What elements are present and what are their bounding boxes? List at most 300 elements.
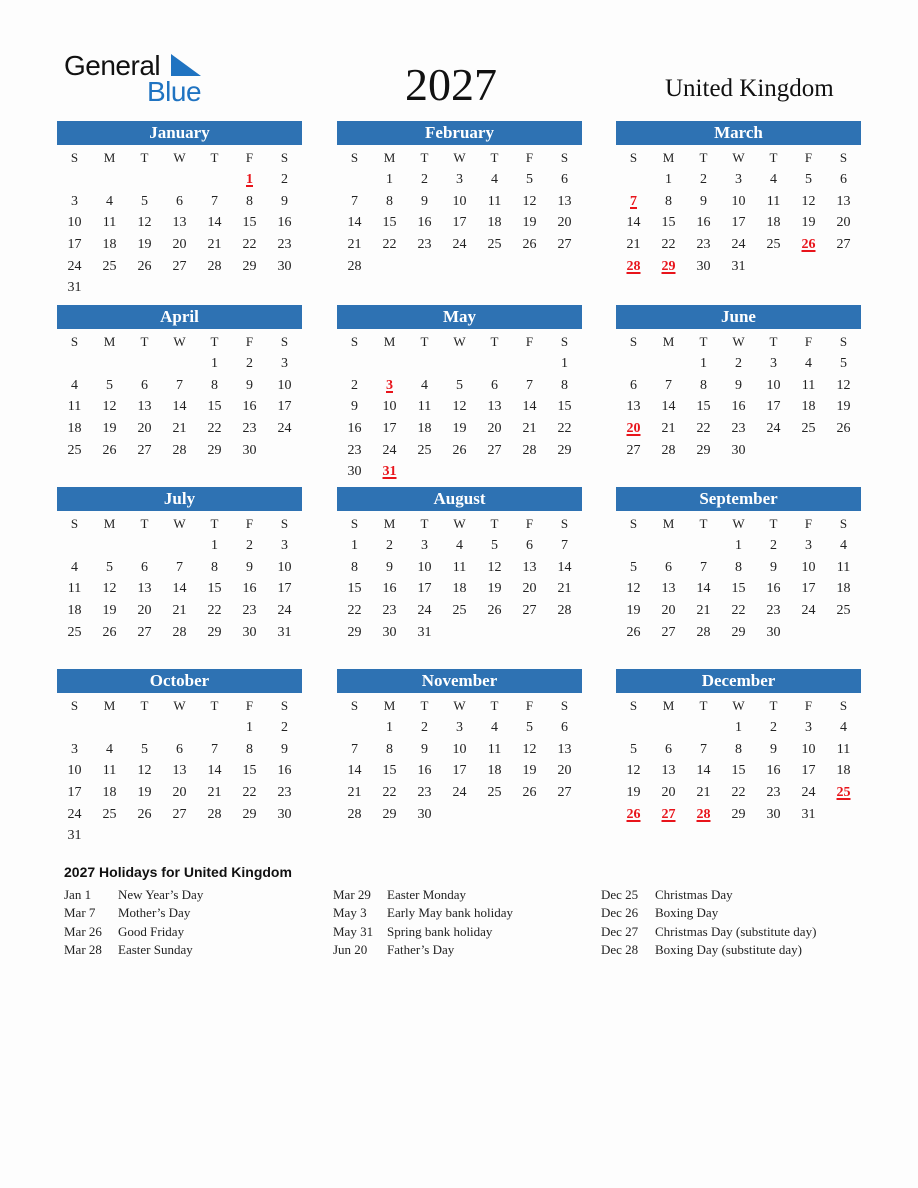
day-cell: 24 [417,603,432,619]
day-cell: 27 [172,806,187,822]
day-cell: 30 [277,806,292,822]
day-cell: 23 [242,603,257,619]
empty-cell [616,353,651,375]
day-cell: 3 [805,538,812,553]
day-cell: 31 [731,258,746,274]
day-cell: 13 [626,399,641,415]
day-cell: 9 [770,741,777,757]
day-cell: 19 [522,763,537,779]
day-cell: 13 [487,399,502,415]
day-cell: 7 [211,193,218,209]
day-cell: 4 [805,356,812,371]
day-cell: 3 [456,720,463,735]
month-march [616,121,861,277]
empty-cell [477,353,512,375]
day-cell: 21 [172,421,187,437]
day-cell: 20 [557,763,572,779]
day-cell: 29 [207,442,222,458]
month-header: August [337,487,582,511]
day-cell: 29 [731,624,746,640]
day-cell: 13 [172,763,187,779]
holidays-column-2 [333,886,513,959]
empty-cell [92,717,127,739]
weekday-label: T [699,516,708,531]
day-cell: 5 [630,741,637,757]
weekday-label: T [420,150,429,165]
day-cell: 21 [522,421,537,437]
day-cell: 2 [421,172,428,187]
day-cell: 31 [801,806,816,822]
day-cell: 18 [102,237,117,253]
day-cell: 19 [836,399,851,415]
day-cell: 24 [67,806,82,822]
holiday-item [64,923,203,941]
day-cell: 15 [382,215,397,231]
weekday-label: T [140,334,149,349]
day-cell: 20 [661,603,676,619]
day-cell: 30 [766,806,781,822]
holiday-day-cell: 26 [801,237,816,253]
day-cell: 15 [347,581,362,597]
day-cell: 18 [487,215,502,231]
day-cell: 28 [347,806,362,822]
day-cell: 14 [172,581,187,597]
day-cell: 5 [630,559,637,575]
day-cell: 13 [557,193,572,209]
day-cell: 5 [491,538,498,553]
month-grid [57,329,302,461]
day-cell: 24 [766,421,781,437]
day-cell: 25 [102,806,117,822]
day-cell: 1 [351,538,358,553]
month-header: April [57,305,302,329]
day-cell: 6 [141,559,148,575]
day-cell: 16 [382,581,397,597]
day-cell: 5 [526,720,533,735]
day-cell: 9 [281,741,288,757]
day-cell: 23 [277,785,292,801]
weekday-label: W [173,516,186,531]
country-name: United Kingdom [665,75,834,102]
day-cell: 31 [67,828,82,844]
day-cell: 18 [417,421,432,437]
day-cell: 6 [630,377,637,393]
day-cell: 25 [801,421,816,437]
day-cell: 29 [696,442,711,458]
day-cell: 5 [141,193,148,209]
day-cell: 24 [731,237,746,253]
weekday-label: W [173,698,186,713]
day-cell: 17 [277,399,292,415]
weekday-label: S [70,334,79,349]
weekday-label: T [490,150,499,165]
month-august [337,487,582,643]
day-cell: 11 [801,377,816,393]
day-cell: 21 [661,421,676,437]
day-cell: 10 [277,377,292,393]
day-cell: 20 [836,215,851,231]
day-cell: 5 [805,172,812,187]
day-cell: 29 [242,258,257,274]
day-cell: 22 [731,785,746,801]
empty-cell [162,535,197,557]
weekday-label: W [732,516,745,531]
day-cell: 15 [242,763,257,779]
weekday-label: F [245,150,254,165]
day-cell: 12 [836,377,851,393]
day-cell: 5 [526,172,533,187]
holiday-day-cell: 29 [661,258,676,274]
calendar-year: 2027 [405,59,497,110]
day-cell: 20 [661,785,676,801]
day-cell: 19 [626,603,641,619]
day-cell: 29 [382,806,397,822]
day-cell: 2 [246,538,253,553]
day-cell: 8 [211,559,218,575]
weekday-label: F [525,516,534,531]
day-cell: 4 [840,720,847,735]
holiday-date: Mar 29 [333,887,371,902]
holiday-day-cell: 28 [696,806,711,822]
day-cell: 26 [522,237,537,253]
day-cell: 11 [836,559,851,575]
day-cell: 14 [347,763,362,779]
weekday-label: S [70,150,79,165]
day-cell: 11 [487,193,502,209]
day-cell: 28 [661,442,676,458]
weekday-label: S [70,516,79,531]
day-cell: 22 [207,603,222,619]
month-may [337,305,582,483]
day-cell: 22 [382,237,397,253]
holiday-date: Mar 26 [64,923,102,939]
empty-cell [651,535,686,557]
day-cell: 2 [700,172,707,187]
day-cell: 13 [557,741,572,757]
weekday-label: M [662,698,675,713]
weekday-label: M [103,150,116,165]
month-grid [337,511,582,643]
day-cell: 31 [277,624,292,640]
day-cell: 25 [487,237,502,253]
day-cell: 11 [67,581,82,597]
weekday-label: T [210,150,219,165]
weekday-label: T [699,334,708,349]
weekday-label: W [732,334,745,349]
day-cell: 17 [731,215,746,231]
day-cell: 13 [172,215,187,231]
day-cell: 12 [137,763,152,779]
weekday-label: T [210,334,219,349]
holiday-item [64,941,203,959]
weekday-label: S [560,698,569,713]
weekday-label: S [629,516,638,531]
day-cell: 27 [487,442,502,458]
day-cell: 2 [770,538,777,553]
weekday-label: S [629,698,638,713]
day-cell: 23 [731,421,746,437]
holiday-name: Spring bank holiday [387,923,493,939]
day-cell: 20 [557,215,572,231]
day-cell: 8 [211,377,218,393]
day-cell: 30 [242,624,257,640]
day-cell: 24 [801,603,816,619]
empty-cell [337,169,372,191]
day-cell: 25 [487,785,502,801]
day-cell: 9 [351,399,358,415]
day-cell: 23 [417,785,432,801]
day-cell: 3 [456,172,463,187]
day-cell: 9 [281,193,288,209]
empty-cell [127,535,162,557]
day-cell: 5 [456,377,463,393]
month-header: December [616,669,861,693]
day-cell: 14 [557,559,572,575]
day-cell: 5 [141,741,148,757]
day-cell: 8 [561,377,568,393]
day-cell: 17 [801,581,816,597]
weekday-label: F [804,150,813,165]
day-cell: 22 [731,603,746,619]
holiday-name: Early May bank holiday [387,905,513,921]
day-cell: 9 [700,193,707,209]
empty-cell [162,353,197,375]
weekday-label: M [662,150,675,165]
day-cell: 4 [71,559,78,575]
day-cell: 18 [836,581,851,597]
empty-cell [337,353,372,375]
day-cell: 5 [106,559,113,575]
day-cell: 15 [696,399,711,415]
empty-cell [686,717,721,739]
day-cell: 15 [661,215,676,231]
day-cell: 13 [522,559,537,575]
day-cell: 1 [386,720,393,735]
weekday-label: W [732,698,745,713]
day-cell: 30 [696,258,711,274]
general-blue-logo [64,50,214,110]
month-grid [57,693,302,847]
day-cell: 16 [277,763,292,779]
day-cell: 3 [281,356,288,371]
empty-cell [92,169,127,191]
day-cell: 7 [211,741,218,757]
empty-cell [651,353,686,375]
day-cell: 14 [661,399,676,415]
weekday-label: S [280,516,289,531]
day-cell: 30 [242,442,257,458]
day-cell: 17 [452,215,467,231]
weekday-label: T [699,150,708,165]
day-cell: 9 [735,377,742,393]
holiday-name: Mother’s Day [118,905,191,921]
weekday-label: F [525,150,534,165]
month-september [616,487,861,643]
day-cell: 4 [491,172,498,187]
day-cell: 29 [557,442,572,458]
day-cell: 24 [277,603,292,619]
day-cell: 18 [801,399,816,415]
day-cell: 26 [487,603,502,619]
day-cell: 28 [207,806,222,822]
day-cell: 13 [137,581,152,597]
day-cell: 18 [836,763,851,779]
day-cell: 17 [382,421,397,437]
month-grid [616,511,861,643]
day-cell: 26 [102,442,117,458]
weekday-label: S [350,334,359,349]
holiday-date: Mar 28 [64,941,102,957]
day-cell: 22 [242,785,257,801]
day-cell: 9 [246,559,253,575]
day-cell: 12 [452,399,467,415]
holiday-day-cell: 26 [626,806,641,822]
day-cell: 10 [452,193,467,209]
empty-cell [372,353,407,375]
month-header: September [616,487,861,511]
empty-cell [686,535,721,557]
day-cell: 10 [67,763,82,779]
day-cell: 9 [421,193,428,209]
holiday-date: Dec 27 [601,923,639,939]
empty-cell [127,353,162,375]
day-cell: 22 [661,237,676,253]
day-cell: 19 [102,421,117,437]
holiday-day-cell: 31 [382,464,397,480]
day-cell: 17 [277,581,292,597]
day-cell: 14 [347,215,362,231]
weekday-label: S [839,516,848,531]
holidays-title: 2027 Holidays for United Kingdom [64,864,292,880]
month-header: November [337,669,582,693]
day-cell: 23 [382,603,397,619]
day-cell: 1 [386,172,393,187]
day-cell: 18 [766,215,781,231]
holiday-item [333,941,513,959]
day-cell: 21 [347,237,362,253]
empty-cell [442,353,477,375]
day-cell: 4 [106,741,113,757]
empty-cell [197,169,232,191]
day-cell: 6 [141,377,148,393]
day-cell: 2 [246,356,253,371]
month-header: October [57,669,302,693]
day-cell: 26 [102,624,117,640]
day-cell: 10 [277,559,292,575]
empty-cell [127,169,162,191]
holiday-day-cell: 7 [630,193,637,209]
day-cell: 17 [67,785,82,801]
weekday-label: S [350,698,359,713]
day-cell: 7 [176,377,183,393]
empty-cell [92,535,127,557]
day-cell: 13 [836,193,851,209]
day-cell: 18 [67,603,82,619]
day-cell: 18 [452,581,467,597]
day-cell: 14 [522,399,537,415]
month-header: July [57,487,302,511]
holiday-date: Mar 7 [64,905,96,921]
day-cell: 26 [626,624,641,640]
day-cell: 23 [417,237,432,253]
day-cell: 3 [281,538,288,553]
holiday-name: Father’s Day [387,941,455,957]
day-cell: 3 [421,538,428,553]
day-cell: 21 [557,581,572,597]
day-cell: 8 [246,741,253,757]
day-cell: 6 [491,377,498,393]
month-header: June [616,305,861,329]
holidays-column-3 [601,886,816,959]
day-cell: 8 [735,559,742,575]
day-cell: 16 [731,399,746,415]
empty-cell [57,717,92,739]
day-cell: 27 [137,442,152,458]
day-cell: 24 [382,442,397,458]
day-cell: 16 [766,581,781,597]
day-cell: 30 [731,442,746,458]
day-cell: 15 [731,581,746,597]
day-cell: 25 [452,603,467,619]
day-cell: 8 [386,741,393,757]
day-cell: 4 [421,377,428,393]
weekday-label: F [804,516,813,531]
weekday-label: F [245,516,254,531]
day-cell: 26 [836,421,851,437]
day-cell: 6 [176,193,183,209]
empty-cell [616,717,651,739]
day-cell: 10 [67,215,82,231]
day-cell: 17 [417,581,432,597]
weekday-label: W [732,150,745,165]
day-cell: 16 [242,581,257,597]
day-cell: 27 [557,785,572,801]
weekday-label: M [383,698,396,713]
day-cell: 14 [172,399,187,415]
day-cell: 6 [665,559,672,575]
day-cell: 3 [805,720,812,735]
day-cell: 15 [557,399,572,415]
month-october [57,669,302,847]
month-grid [57,511,302,643]
day-cell: 29 [347,624,362,640]
holiday-name: Boxing Day (substitute day) [655,941,802,957]
day-cell: 7 [526,377,533,393]
day-cell: 30 [277,258,292,274]
weekday-label: S [839,150,848,165]
day-cell: 14 [696,763,711,779]
empty-cell [512,353,547,375]
day-cell: 22 [242,237,257,253]
month-january [57,121,302,299]
day-cell: 23 [766,603,781,619]
day-cell: 12 [522,741,537,757]
weekday-label: F [525,334,534,349]
day-cell: 1 [665,172,672,187]
day-cell: 15 [207,399,222,415]
weekday-label: M [383,150,396,165]
weekday-label: F [804,698,813,713]
holiday-day-cell: 3 [386,377,393,393]
weekday-label: M [383,334,396,349]
day-cell: 21 [696,785,711,801]
day-cell: 6 [526,538,533,553]
day-cell: 18 [102,785,117,801]
day-cell: 10 [452,741,467,757]
weekday-label: T [140,698,149,713]
day-cell: 22 [557,421,572,437]
weekday-label: T [140,516,149,531]
